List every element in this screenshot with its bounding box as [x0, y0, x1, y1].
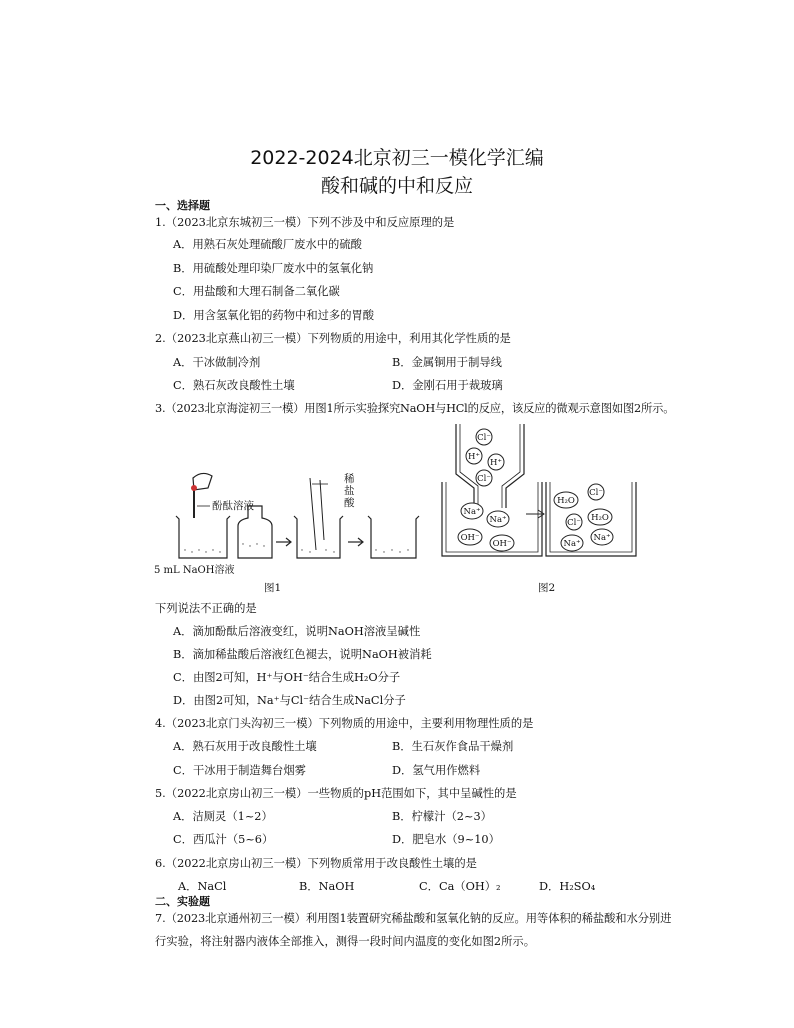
q5-option-a: A．洁厕灵（1~2） — [173, 810, 273, 823]
q1-option-a: A．用熟石灰处理硫酸厂废水中的硫酸 — [173, 238, 362, 251]
funnel-icon — [456, 424, 474, 508]
label-acid-char-1: 稀 — [344, 473, 355, 485]
q3-figure-2 — [440, 422, 640, 562]
q3-option-c: C．由图2可知，H⁺与OH⁻结合生成H₂O分子 — [173, 671, 401, 684]
label-acid-char-2: 盐 — [344, 485, 355, 497]
q3-prompt: 下列说法不正确的是 — [155, 602, 257, 615]
q3-option-d: D．由图2可知，Na⁺与Cl⁻结合生成NaCl分子 — [173, 694, 406, 707]
q7-line-1: 7.（2023北京通州初三一模）利用图1装置研究稀盐酸和氢氧化钠的反应。用等体积的稀盐酸和水分别进 — [155, 912, 672, 925]
q5-stem: 5.（2022北京房山初三一模）一些物质的pH范围如下，其中呈碱性的是 — [155, 787, 517, 800]
section-heading-choice: 一、选择题 — [155, 199, 210, 212]
q2-option-d: D．金刚石用于裁玻璃 — [392, 379, 503, 392]
beaker-icon — [368, 516, 419, 558]
q2-stem: 2.（2023北京燕山初三一模）下列物质的用途中，利用其化学性质的是 — [155, 332, 511, 345]
q4-stem: 4.（2023北京门头沟初三一模）下列物质的用途中，主要利用物理性质的是 — [155, 717, 534, 730]
q1-option-b: B．用硫酸处理印染厂废水中的氢氧化钠 — [173, 262, 374, 275]
beaker-icon — [294, 516, 343, 558]
q5-option-d: D．肥皂水（9~10） — [392, 833, 500, 846]
ion-label: Na⁺ — [593, 533, 611, 543]
q3-figure-1 — [150, 470, 430, 580]
q6-option-c: C．Ca（OH）₂ — [419, 880, 501, 893]
q6-option-d: D．H₂SO₄ — [539, 880, 596, 893]
label-indicator: 酚酞溶液 — [212, 500, 254, 512]
q2-option-b: B．金属铜用于制导线 — [392, 356, 502, 369]
q5-option-c: C．西瓜汁（5~6） — [173, 833, 274, 846]
ion-label: Cl⁻ — [589, 488, 603, 498]
ion-label: Cl⁻ — [567, 518, 581, 528]
q4-option-d: D．氢气用作燃料 — [392, 764, 481, 777]
page-subtitle: 酸和碱的中和反应 — [320, 175, 473, 197]
figure-2-caption: 图2 — [538, 582, 556, 594]
q4-option-b: B．生石灰作食品干燥剂 — [392, 740, 514, 753]
ion-label: Na⁺ — [463, 507, 481, 517]
section-heading-experiment: 二、实验题 — [155, 895, 210, 908]
q3-option-a: A．滴加酚酞后溶液变红，说明NaOH溶液呈碱性 — [173, 625, 421, 638]
ion-label: H⁺ — [490, 458, 502, 468]
q4-option-c: C．干冰用于制造舞台烟雾 — [173, 764, 306, 777]
molecule-label: H₂O — [557, 496, 575, 506]
page-title: 2022-2024北京初三一模化学汇编 — [250, 147, 544, 169]
ion-label: H⁺ — [468, 452, 480, 462]
q3-option-b: B．滴加稀盐酸后溶液红色褪去，说明NaOH被消耗 — [173, 648, 432, 661]
label-acid-char-3: 酸 — [344, 497, 355, 509]
figure-1-caption: 图1 — [264, 582, 282, 594]
ion-label: Cl⁻ — [477, 474, 491, 484]
q1-stem: 1.（2023北京东城初三一模）下列不涉及中和反应原理的是 — [155, 216, 455, 229]
q6-option-a: A．NaCl — [178, 880, 227, 893]
q7-line-2: 行实验，将注射器内液体全部推入，测得一段时间内温度的变化如图2所示。 — [155, 935, 535, 948]
q5-option-b: B．柠檬汁（2~3） — [392, 810, 492, 823]
ion-label: Cl⁻ — [477, 433, 491, 443]
molecule-label: H₂O — [591, 513, 609, 523]
svg-text:·: · — [198, 503, 200, 508]
q6-option-b: B．NaOH — [299, 880, 355, 893]
q1-option-c: C．用盐酸和大理石制备二氧化碳 — [173, 285, 340, 298]
ion-label: OH⁻ — [460, 533, 480, 543]
ion-label: Na⁺ — [563, 539, 581, 549]
q6-stem: 6.（2022北京房山初三一模）下列物质常用于改良酸性土壤的是 — [155, 857, 477, 870]
q3-stem: 3.（2023北京海淀初三一模）用图1所示实验探究NaOH与HCl的反应，该反应的微观示意图如图2所示。 — [155, 402, 675, 415]
ion-label: OH⁻ — [492, 539, 512, 549]
q1-option-d: D．用含氢氧化铝的药物中和过多的胃酸 — [173, 309, 375, 322]
q2-option-c: C．熟石灰改良酸性土壤 — [173, 379, 295, 392]
reagent-bottle-icon — [238, 506, 272, 558]
label-naoh: 5 mL NaOH溶液 — [154, 565, 235, 576]
q4-option-a: A．熟石灰用于改良酸性土壤 — [173, 740, 317, 753]
q2-option-a: A．干冰做制冷剂 — [173, 356, 261, 369]
ion-label: Na⁺ — [489, 515, 507, 525]
